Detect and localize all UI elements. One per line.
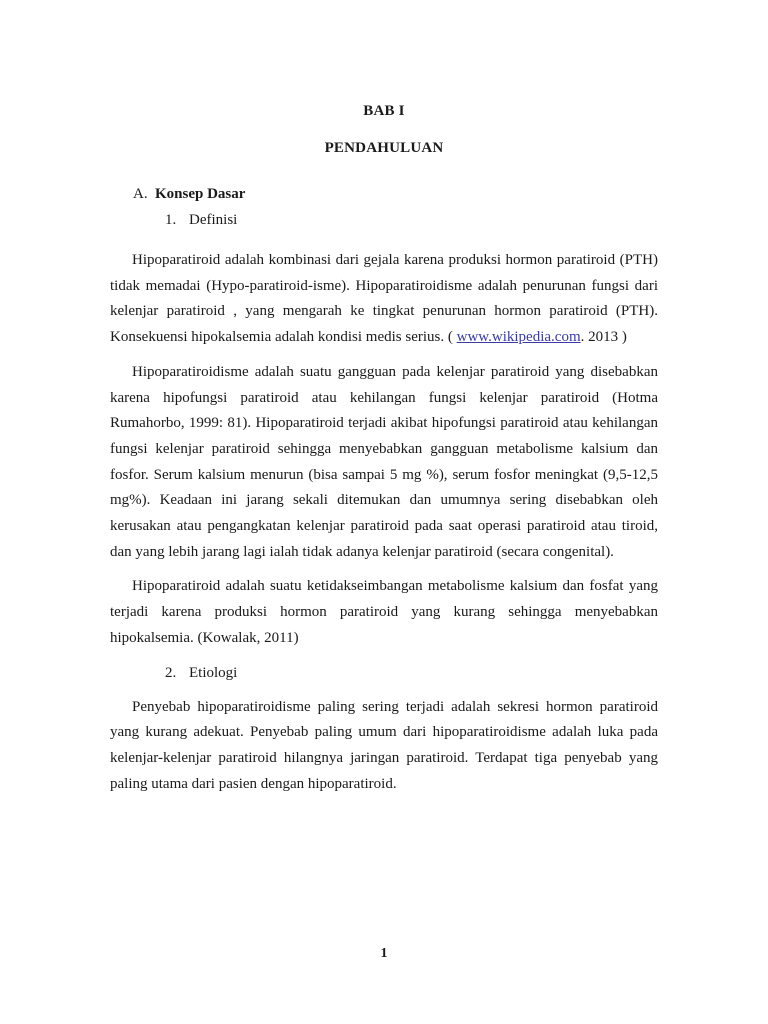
subsection-marker-2: 2. <box>165 664 177 681</box>
section-label-konsep-dasar: Konsep Dasar <box>155 186 246 202</box>
chapter-subtitle: PENDAHULUAN <box>324 140 444 156</box>
paragraph-definisi-2: Hipoparatiroidisme adalah suatu gangguan pada kelenjar paratiroid yang disebabkan karena hipofungsi paratiroid atau kehilangan fungsi kelenjar paratiroid (Hotma Rumahorbo, 1999: 81). Hipoparatiroid terjadi akibat hipofungsi paratiroid atau kehilangan fungsi kelenjar paratiroid sehingga menyebabkan gangguan metabolisme kalsium dan fosfor. Serum kalsium menurun (bisa sampai 5 mg %), serum fosfor meningkat (9,5-12,5 mg%). Keadaan ini jarang sekali ditemukan dan umumnya sering disebabkan oleh kerusakan atau pengangkatan kelenjar paratiroid pada saat operasi paratiroid atau tiroid, dan yang lebih jarang lagi ialah tidak adanya kelenjar paratiroid (secara congenital). <box>110 363 658 560</box>
paragraph-definisi-3: Hipoparatiroid adalah suatu ketidakseimbangan metabolisme kalsium dan fosfat yang terjadi karena produksi hormon paratiroid yang kurang sehingga menyebabkan hipokalsemia. (Kowalak, 2011) <box>110 578 658 646</box>
page-number: 1 <box>380 946 388 961</box>
wikipedia-link[interactable]: www.wikipedia.com <box>456 329 581 346</box>
subsection-label-definisi: Definisi <box>189 212 238 228</box>
subsection-marker-1: 1. <box>165 212 177 228</box>
section-heading-a <box>110 181 658 207</box>
paragraph-text-before-link: Hipoparatiroid adalah kombinasi dari gejala karena produksi hormon paratiroid (PTH) tidak memadai (Hypo-paratiroid-isme). Hipoparatiroidisme adalah penurunan fungsi dari kelenjar paratiroid , yang mengarah ke tingkat penurunan hormon paratiroid (PTH). Konsekuensi hipokalsemia adalah kondisi medis serius. ( <box>110 252 658 346</box>
paragraph-definisi-1 <box>110 248 658 351</box>
section-marker-a: A. <box>133 186 148 202</box>
subsection-label-etiologi: Etiologi <box>189 664 238 681</box>
subsection-heading-1 <box>110 207 658 233</box>
chapter-title: BAB I <box>363 103 405 119</box>
subsection-heading-2 <box>110 660 658 686</box>
paragraph-text-after-link: . 2013 ) <box>580 329 627 346</box>
document-content <box>110 98 658 797</box>
paragraph-etiologi-1: Penyebab hipoparatiroidisme paling sering terjadi adalah sekresi hormon paratiroid yang kurang adekuat. Penyebab paling umum dari hipoparatiroidisme adalah luka pada kelenjar-kelenjar paratiroid hilangnya jaringan paratiroid. Terdapat tiga penyebab yang paling utama dari pasien dengan hipoparatiroid. <box>110 698 658 792</box>
